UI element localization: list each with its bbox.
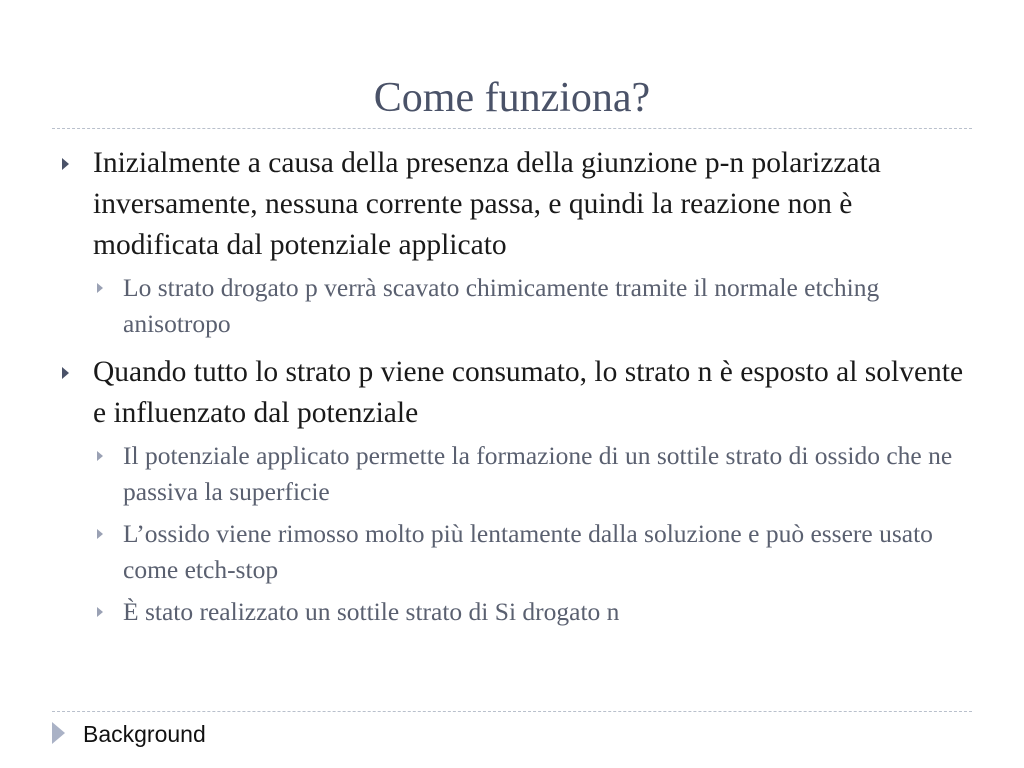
bullet-text: Inizialmente a causa della presenza della giunzione p-n polarizzata inversamente, nessuna corrente passa, e quindi la reazione non è modificata dal potenziale applicato [93,147,881,261]
sub-bullet-item [60,438,970,510]
bullet-text: Quando tutto lo strato p viene consumato, lo strato n è esposto al solvente e influenzato dal potenziale [93,356,964,429]
title-divider [52,128,972,129]
sub-bullet-text: L’ossido viene rimosso molto più lentamente dalla soluzione e può essere usato come etch-stop [123,519,933,584]
slide-content [60,143,970,636]
footer-arrow-icon [52,722,65,744]
sub-bullet-text: Il potenziale applicato permette la formazione di un sottile strato di ossido che ne passiva la superficie [123,441,953,506]
sub-bullet-item [60,594,970,630]
sub-bullet-arrow-icon [97,283,103,293]
sub-bullet-text: Lo strato drogato p verrà scavato chimicamente tramite il normale etching anisotropo [123,273,880,338]
bullet-arrow-icon [62,158,69,170]
sub-bullet-item [60,516,970,588]
sub-bullet-arrow-icon [97,607,103,617]
footer-section-label: Background [83,721,206,747]
bullet-item [60,352,970,434]
sub-bullet-arrow-icon [97,529,103,539]
footer-divider [52,711,972,712]
sub-bullet-item [60,270,970,342]
sub-bullet-arrow-icon [97,451,103,461]
bullet-arrow-icon [62,367,69,379]
bullet-item [60,143,970,266]
slide-title: Come funziona? [373,75,651,121]
sub-bullet-text: È stato realizzato un sottile strato di Si drogato n [123,597,620,626]
